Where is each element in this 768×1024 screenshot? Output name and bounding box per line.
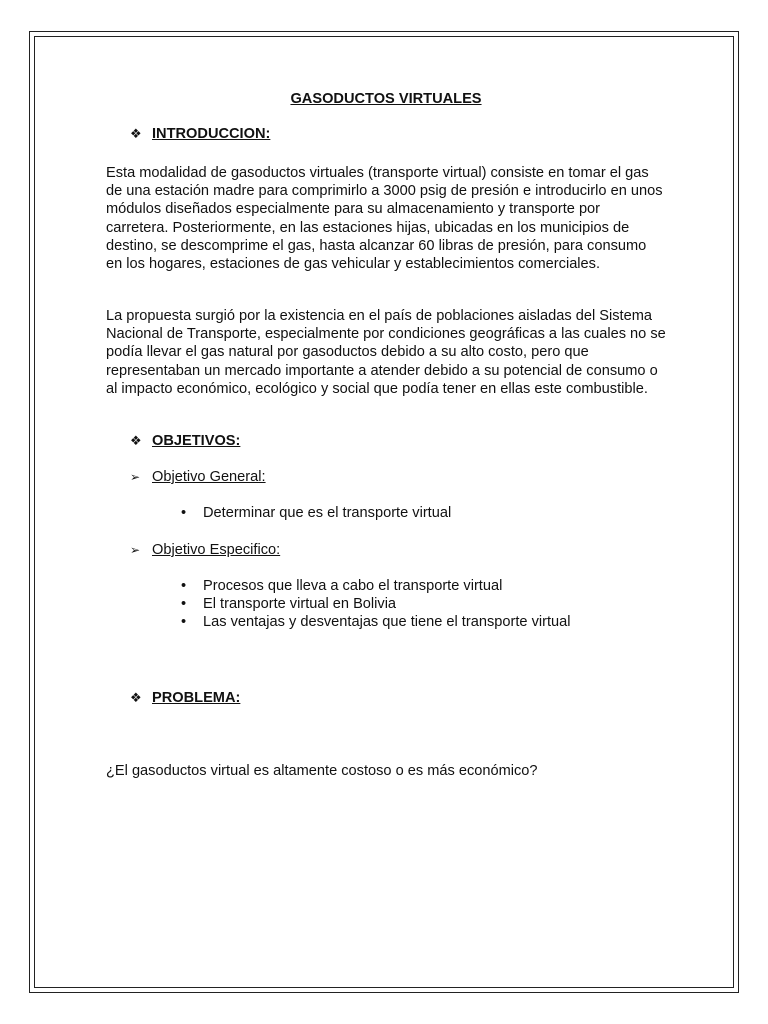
- problem-heading-row: [130, 689, 240, 707]
- bullet-dot-icon: •: [181, 505, 187, 521]
- list-item-text: Determinar que es el transporte virtual: [203, 505, 452, 521]
- document-body: [106, 90, 666, 779]
- problem-question: ¿El gasoductos virtual es altamente costoso o es más económico?: [106, 763, 538, 779]
- list-item-text: Procesos que lleva a cabo el transporte virtual: [203, 578, 503, 594]
- arrow-bullet-icon: ➢: [130, 543, 141, 557]
- bullet-dot-icon: •: [181, 614, 187, 631]
- intro-paragraph-1: Esta modalidad de gasoductos virtuales (transporte virtual) consiste en tomar el gas de una estación madre para comprimirlo a 3000 psig de presión e introducirlo en unos módulos diseñados especialmente para su almacenamiento y transporte por carretera. Posteriormente, en las estaciones hijas, ubicadas en los municipios de destino, se descomprime el gas, hasta alcanzar 60 libras de presión, para consumo en los hogares, estaciones de gas vehicular y establecimientos comerciales.: [106, 165, 663, 273]
- list-item: [181, 613, 571, 631]
- diamond-bullet-icon: ❖: [130, 690, 142, 705]
- general-objective-row: [130, 468, 266, 486]
- objectives-heading-row: [130, 432, 240, 450]
- list-item: [181, 595, 571, 613]
- specific-objective-list: [181, 577, 571, 632]
- specific-objective-row: [130, 541, 280, 559]
- diamond-bullet-icon: ❖: [130, 433, 142, 448]
- intro-paragraph-2: La propuesta surgió por la existencia en el país de poblaciones aisladas del Sistema Nacional de Transporte, especialmente por condiciones geográficas a las cuales no se podía llevar el gas natural por gasoductos debido a su alto costo, pero que representaban un mercado importante a atender debido a su potencial de consumo o al impacto económico, ecológico y social que podía tener en ellas este combustible.: [106, 308, 666, 397]
- problem-heading: PROBLEMA:: [152, 690, 241, 706]
- specific-objective-label: Objetivo Especifico:: [152, 542, 281, 558]
- document-title: GASODUCTOS VIRTUALES: [290, 91, 482, 107]
- intro-heading: INTRODUCCION:: [152, 126, 271, 142]
- general-objective-list: [181, 504, 451, 522]
- general-objective-label: Objetivo General:: [152, 469, 266, 485]
- objectives-heading: OBJETIVOS:: [152, 433, 241, 449]
- list-item-text: El transporte virtual en Bolivia: [203, 596, 397, 613]
- diamond-bullet-icon: ❖: [130, 126, 142, 141]
- arrow-bullet-icon: ➢: [130, 470, 141, 484]
- list-item-text: Las ventajas y desventajas que tiene el transporte virtual: [203, 614, 571, 631]
- bullet-dot-icon: •: [181, 578, 187, 594]
- bullet-dot-icon: •: [181, 596, 187, 613]
- list-item: [181, 504, 451, 522]
- intro-heading-row: [130, 125, 270, 143]
- list-item: [181, 577, 571, 595]
